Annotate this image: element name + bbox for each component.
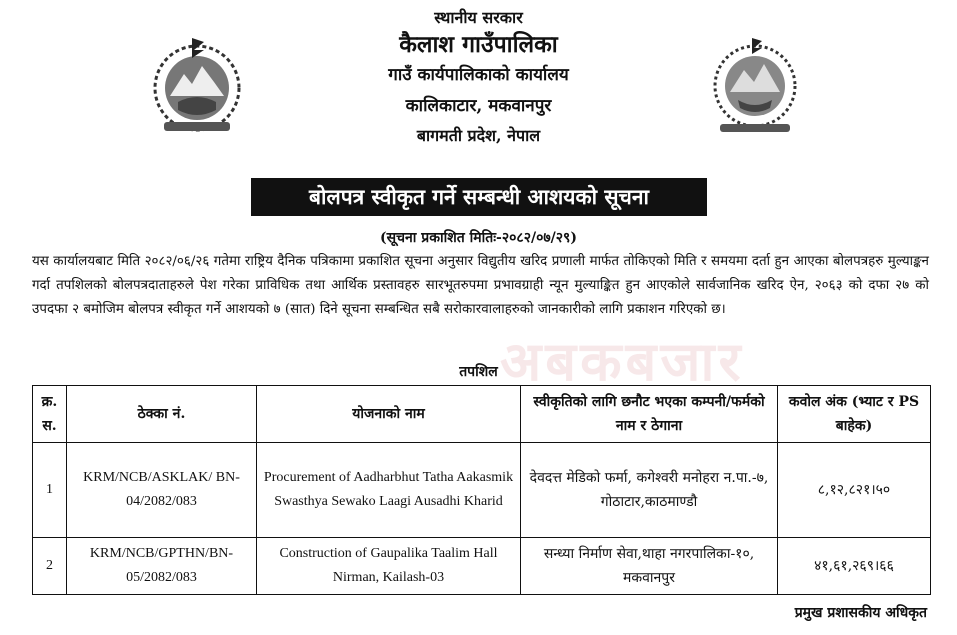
- header-office-name: गाउँ कार्यपालिकाको कार्यालय: [388, 65, 569, 85]
- header-contract-no: ठेक्का नं.: [67, 386, 257, 443]
- table-row: [33, 538, 931, 595]
- table-title: तपशिल: [459, 364, 498, 380]
- notice-body-text: यस कार्यालयबाट मिति २०८२/०६/२६ गतेमा राष्ट्रिय दैनिक पत्रिकामा प्रकाशित सूचना अनुसार विद्युतीय खरिद प्रणाली मार्फत तोकिएको मिति र समयमा दर्ता हुन आएका बोलपत्रहरु मुल्याङ्कन गर्दा तपशिलको बोलपत्रदाताहरुले पेश गरेका प्राविधिक तथा आर्थिक प्रस्तावहरु सारभूतरुपमा प्रभावग्राही न्यून मुल्याङ्कित हुन आएकोले सार्वजानिक खरिद ऐन, २०६३ को दफा २७ को उपदफा २ बमोजिम बोलपत्र स्वीकृत गर्ने आशयको ७ (सात) दिने सूचना सम्बन्धित सबै सरोकारवालाहरुको जानकारीको लागि प्रकाशन गरिएको छ।: [32, 254, 929, 317]
- header-bid-amount: कवोल अंक (भ्याट र PS बाहेक): [778, 386, 931, 443]
- table-row: [33, 443, 931, 538]
- cell-bid-amount: ४१,६१,२६९।६६: [778, 538, 931, 595]
- cell-sn: 2: [33, 538, 67, 595]
- header-municipality-name: कैलाश गाउँपालिका: [399, 31, 558, 58]
- cell-contract-no: KRM/NCB/ASKLAK/ BN-04/2082/083: [67, 443, 257, 538]
- watermark: अबकबजार: [500, 330, 745, 393]
- header-project-name: योजनाको नाम: [257, 386, 521, 443]
- header-province: बागमती प्रदेश, नेपाल: [416, 126, 541, 145]
- publish-date: (सूचना प्रकाशित मितिः-२०८२/०७/२९): [380, 230, 577, 246]
- signatory-title: प्रमुख प्रशासकीय अधिकृत: [794, 605, 927, 621]
- cell-bid-amount: ८,१२,८२१।५०: [778, 443, 931, 538]
- header-local-government: स्थानीय सरकार: [434, 8, 523, 27]
- header-address: कालिकाटार, मकवानपुर: [405, 96, 552, 116]
- table-header-row: [33, 386, 931, 443]
- cell-contract-no: KRM/NCB/GPTHN/BN-05/2082/083: [67, 538, 257, 595]
- cell-selected-firm: देवदत्त मेडिको फर्मा, कगेश्वरी मनोहरा न.पा.-७, गोठाटार,काठमाण्डौ: [521, 443, 778, 538]
- cell-selected-firm: सन्ध्या निर्माण सेवा,थाहा नगरपालिका-१०, मकवानपुर: [521, 538, 778, 595]
- cell-sn: 1: [33, 443, 67, 538]
- cell-project-name: Construction of Gaupalika Taalim Hall Nirman, Kailash-03: [257, 538, 521, 595]
- bid-details-table: [32, 385, 931, 595]
- header-selected-firm: स्वीकृतिको लागि छनौट भएका कम्पनी/फर्मको नाम र ठेगाना: [521, 386, 778, 443]
- header-sn: क्र. स.: [33, 386, 67, 443]
- notice-title-banner: बोलपत्र स्वीकृत गर्ने सम्बन्धी आशयको सूचना: [251, 178, 707, 216]
- cell-project-name: Procurement of Aadharbhut Tatha Aakasmik Swasthya Sewako Laagi Ausadhi Kharid: [257, 443, 521, 538]
